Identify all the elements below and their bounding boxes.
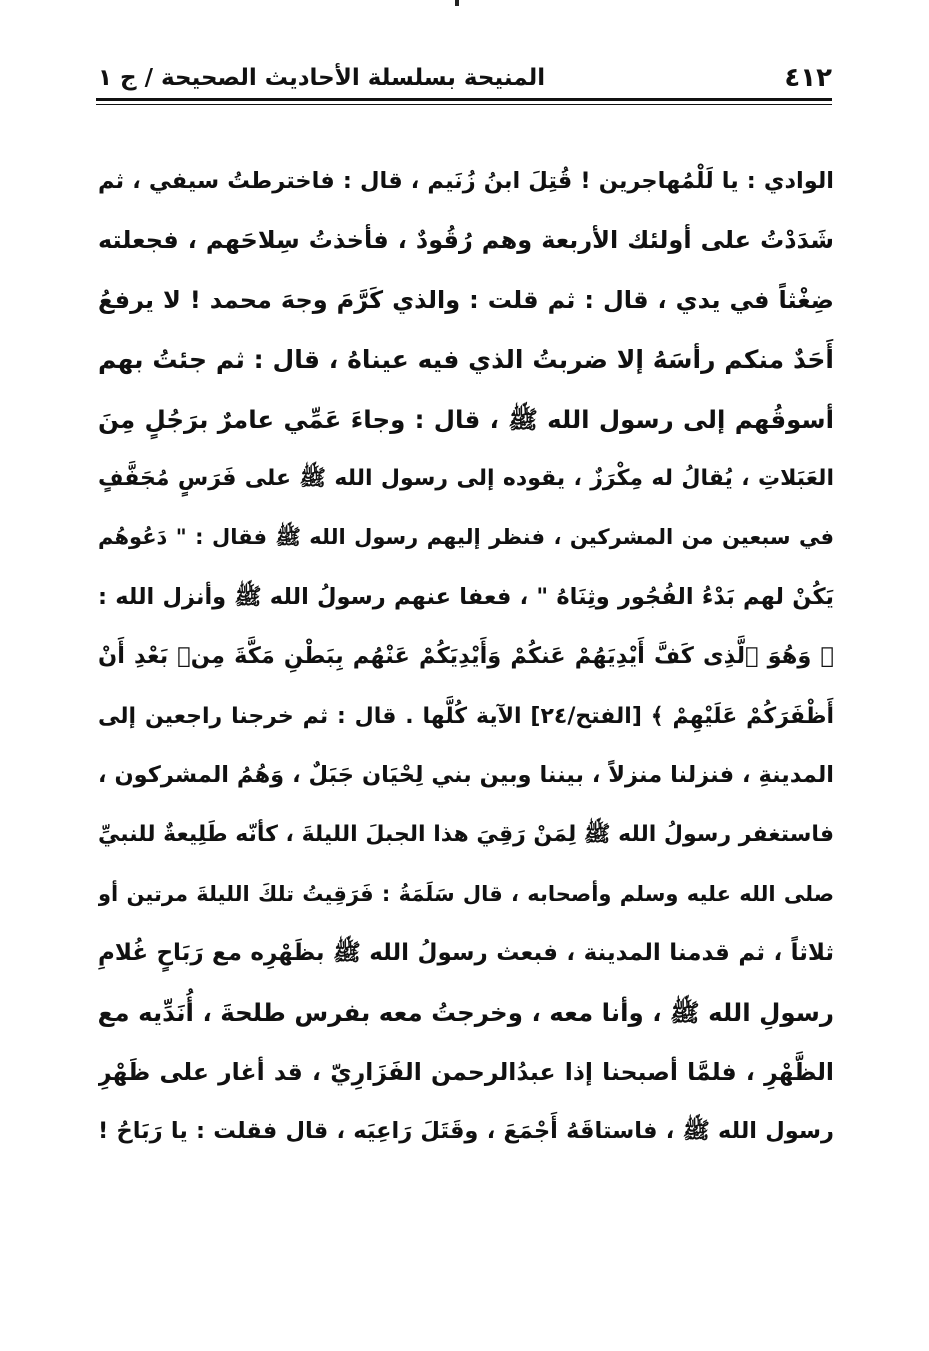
text-line: العَبَلاتِ ، يُقالُ له مِكْرَزٌ ، يقوده إلى رسول الله ﷺ على فَرَسٍ مُجَفَّفٍ <box>98 465 834 491</box>
quran-verse-line: ﴿ وَهُوَ ٱلَّذِى كَفَّ أَيْدِيَهُمْ عَنكُمْ وَأَيْدِيَكُمْ عَنْهُم بِبَطْنِ مَكَّةَ مِنۢ بَعْدِ أَنْ <box>98 643 834 670</box>
text-line: يَكُنْ لهم بَدْءُ الفُجُور وثِنَاهُ " ، فعفا عنهم رسولُ الله ﷺ وأنزل الله : <box>98 583 834 610</box>
text-line: الوادي : يا لَلْمُهاجرين ! قُتِلَ ابنُ زُنَيم ، قال : فاخترطتُ سيفي ، ثم <box>98 168 834 194</box>
text-line: ضِغْثاً في يدي ، قال : ثم قلت : والذي كَرَّمَ وجهَ محمد ! لا يرفعُ <box>98 285 834 314</box>
header-rule-thick <box>96 98 832 101</box>
text-line: الظَّهْرِ ، فلمَّا أصبحنا إذا عبدُالرحمن الفَزَارِيّ ، قد أغار على ظَهْرِ <box>98 1057 834 1086</box>
text-line: رسول الله ﷺ ، فاستاقَهُ أَجْمَعَ ، وقَتَلَ رَاعِيَه ، قال فقلت : يا رَبَاحُ ! <box>98 1118 834 1145</box>
text-line: صلى الله عليه وسلم وأصحابه ، قال سَلَمَةُ : فَرَقِيتُ تلكَ الليلةَ مرتين أو <box>98 881 834 906</box>
page-header <box>98 62 832 94</box>
header-rule-thin <box>96 104 832 105</box>
top-edge-mark <box>455 0 459 6</box>
page-number: ٤١٢ <box>784 63 832 93</box>
text-line: أسوقُهم إلى رسول الله ﷺ ، قال : وجاءَ عَمِّي عامرٌ برَجُلٍ مِنَ <box>98 404 834 434</box>
running-title: المنيحة بسلسلة الأحاديث الصحيحة / ج ١ <box>98 65 546 91</box>
text-line: المدينةِ ، فنزلنا منزلاً ، بيننا وبين بني لِحْيَان جَبَلٌ ، وَهُمُ المشركون ، <box>98 761 834 788</box>
text-line: شَدَدْتُ على أولئك الأربعة وهم رُقُودٌ ، فأخذتُ سِلاحَهم ، فجعلته <box>98 226 834 255</box>
text-line: ثلاثاً ، ثم قدمنا المدينة ، فبعث رسولُ الله ﷺ بظَهْرِه مع رَبَاحٍ غُلامِ <box>98 940 834 967</box>
text-line: أَظْفَرَكُمْ عَلَيْهِمْ ﴾ [الفتح/٢٤] الآية كُلَّها . قال : ثم خرجنا راجعين إلى <box>98 703 834 729</box>
text-line: أَحَدٌ منكم رأسَهُ إلا ضربتُ الذي فيه عيناهُ ، قال : ثم جئتُ بهم <box>98 345 834 375</box>
text-line: فاستغفر رسولُ الله ﷺ لِمَنْ رَقِيَ هذا الجبلَ الليلةَ ، كأنّه طَلِيعةٌ للنبيِّ <box>98 822 834 848</box>
text-line: في سبعين من المشركين ، فنظر إليهم رسول الله ﷺ فقال : " دَعُوهُم <box>98 525 834 550</box>
text-line: رسولِ الله ﷺ ، وأنا معه ، وخرجتُ معه بفرس طلحةَ ، أُنَدِّيه مع <box>98 998 834 1028</box>
body-text <box>98 152 834 1162</box>
